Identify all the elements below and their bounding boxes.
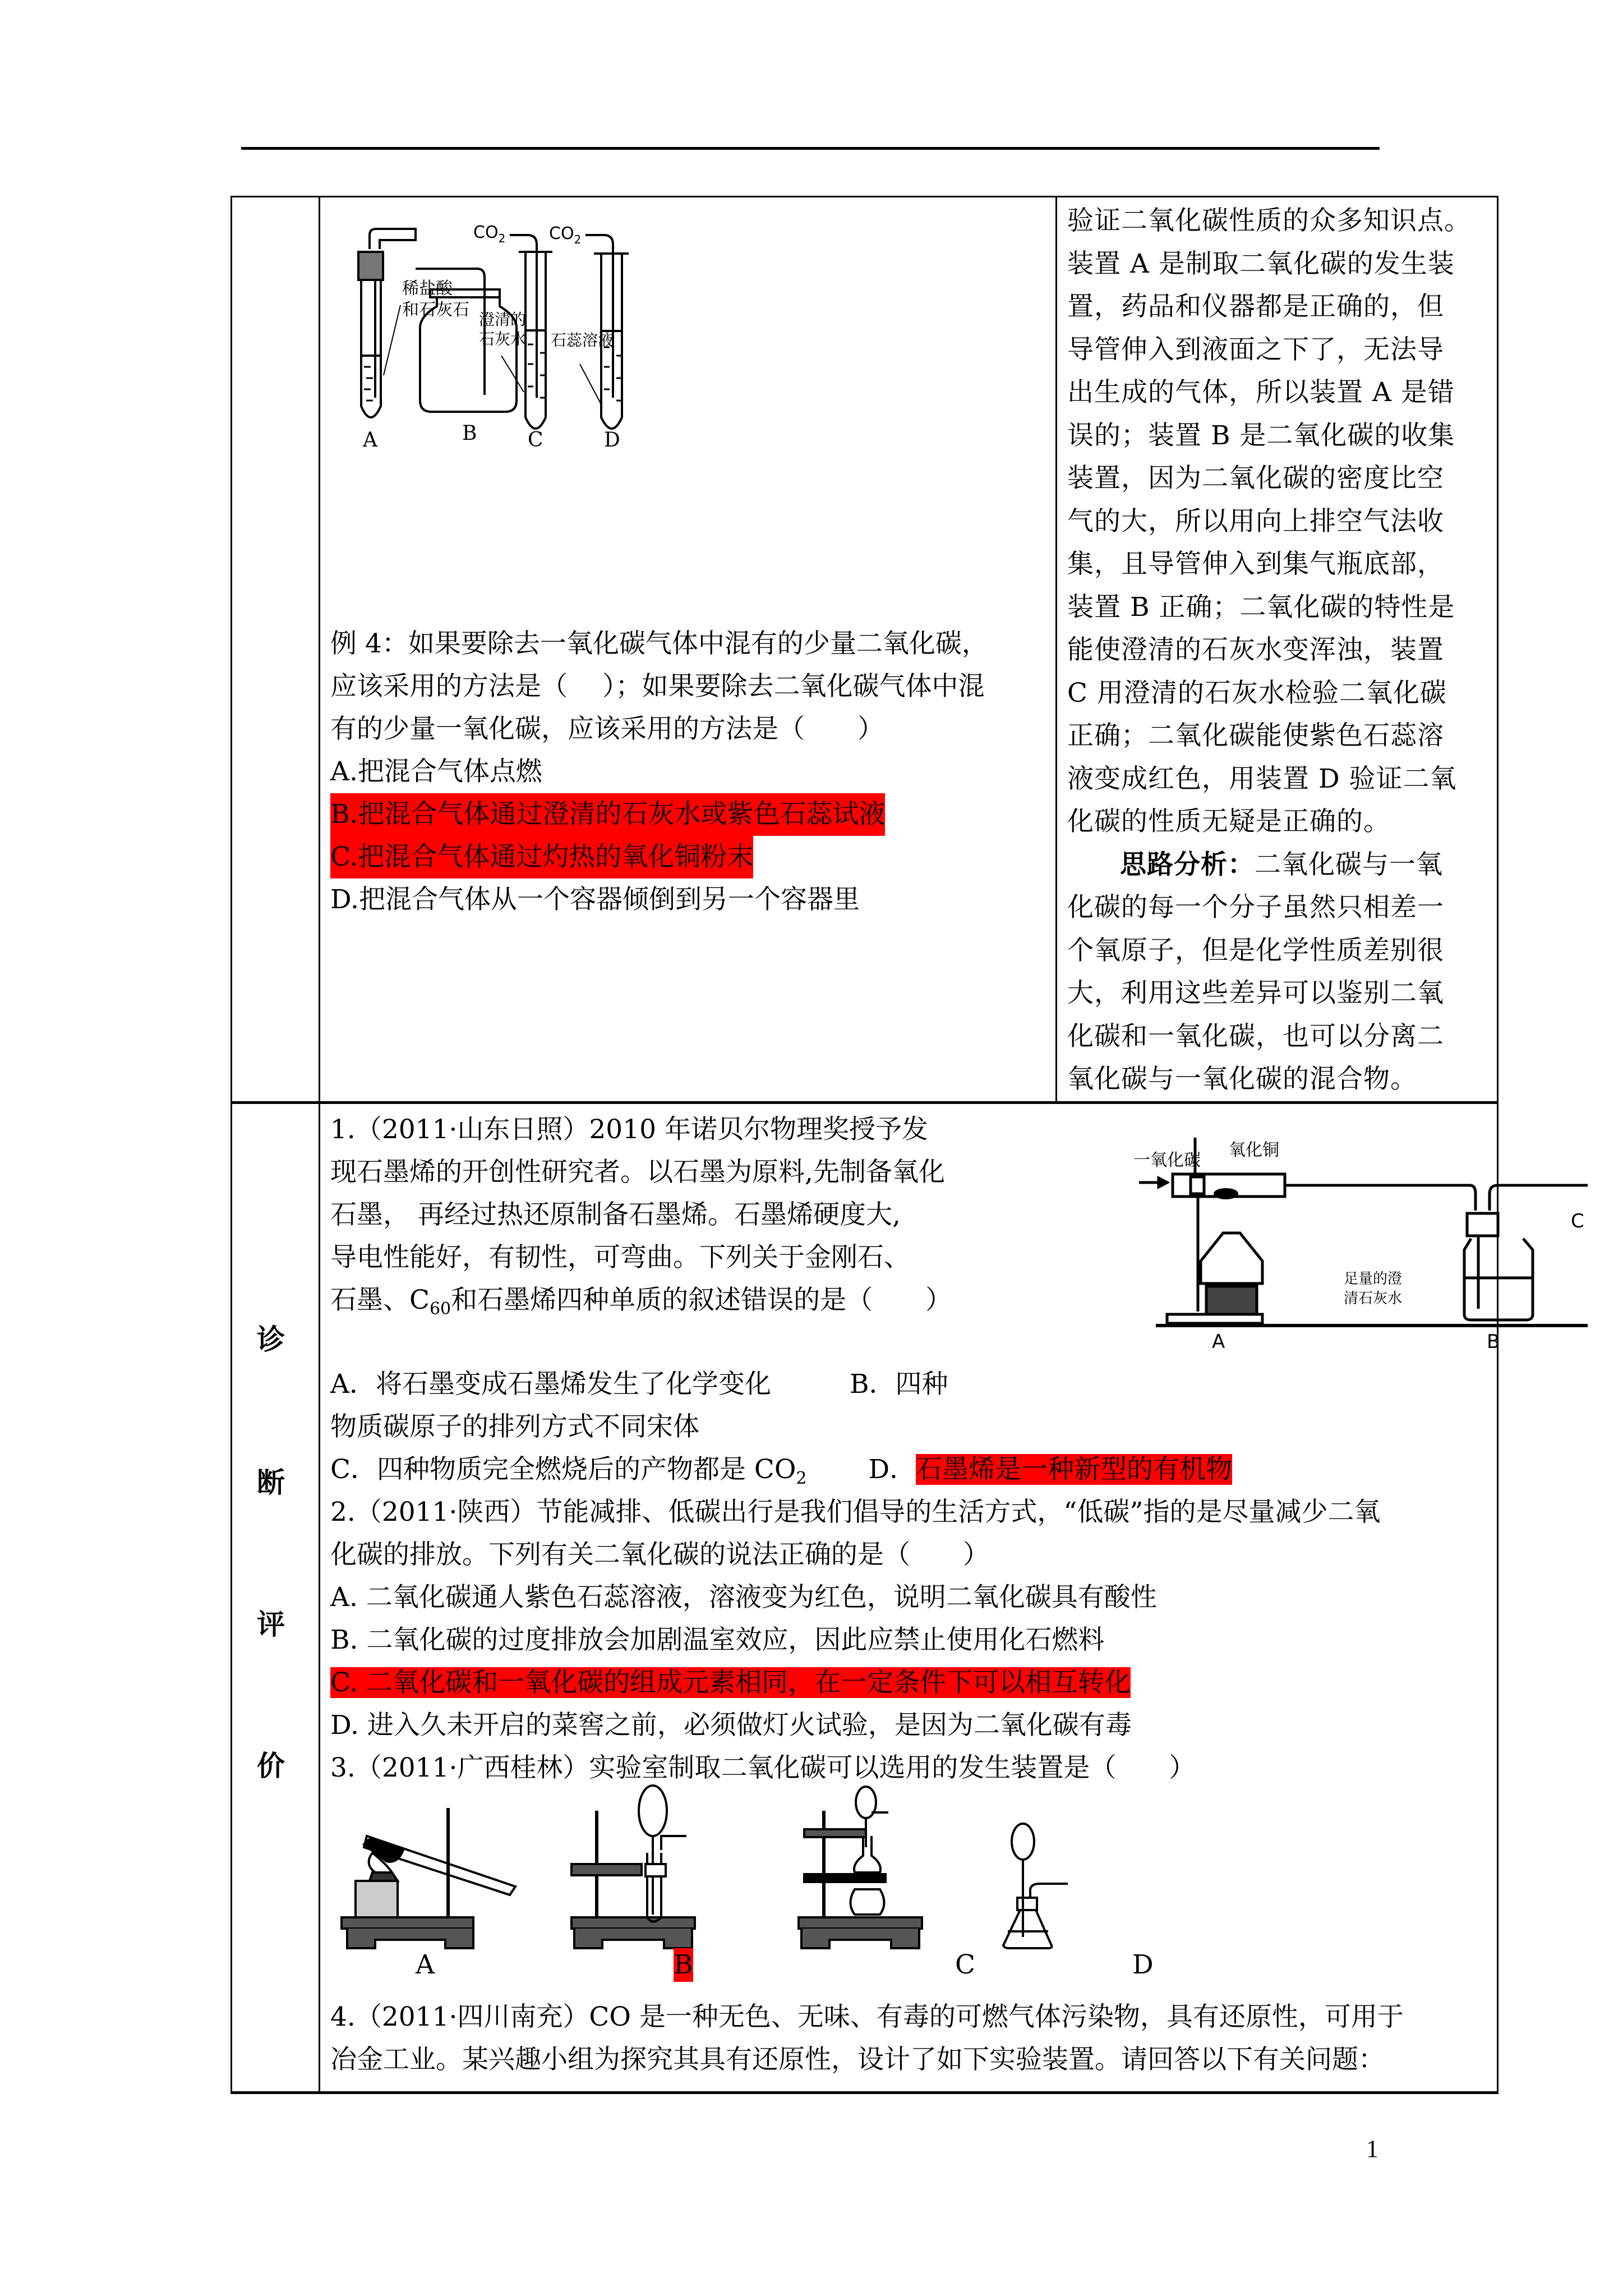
- question-4: [330, 1996, 1486, 2081]
- apparatus-label-c: C: [528, 429, 543, 452]
- example-stem-line: 例 4：如果要除去一氧化碳气体中混有的少量二氧化碳，: [330, 628, 988, 659]
- reagent-label: 氧化铜: [1229, 1140, 1279, 1160]
- q2-option-b: B. 二氧化碳的过度排放会加剧温室效应，因此应禁止使用化石燃料: [330, 1624, 1105, 1655]
- q3-option-labels: [320, 1948, 1218, 1993]
- stopper-icon: [358, 252, 383, 280]
- label-a-reagent-1: 稀盐酸: [402, 279, 453, 298]
- apparatus-label-a: A: [363, 429, 377, 452]
- q1-option-cd: C．四种物质完全燃烧后的产物都是 $CO_2$ D．石墨烯是一种新型的有机物: [330, 1453, 1233, 1488]
- label-c-reagent-1: 澄清的: [479, 310, 527, 329]
- copper-oxide-icon: [1214, 1188, 1238, 1199]
- q1-option-b-cont: 物质碳原子的排列方式不同宋体: [330, 1411, 699, 1442]
- inlet-label: 一氧化碳: [1133, 1150, 1201, 1170]
- thinking-line: 个氧原子，但是化学性质差别很: [1067, 935, 1444, 966]
- co2-inlet-label-d: $CO_2$: [549, 224, 582, 246]
- label-c-reagent-2: 石灰水: [479, 330, 527, 348]
- co2-inlet-label-c: $CO_2$: [473, 223, 506, 245]
- bottle-label-1: 足量的澄: [1344, 1270, 1403, 1287]
- analysis-line: 装置，因为二氧化碳的密度比空: [1067, 463, 1444, 494]
- analysis-cell: [1057, 197, 1498, 1103]
- apparatus-a: [342, 1808, 515, 1948]
- example-4: [330, 623, 1054, 921]
- analysis-line: 液变成红色，用装置 D 验证二氧: [1067, 763, 1457, 794]
- analysis-line: 集，且导管伸入到集气瓶底部，: [1067, 549, 1444, 579]
- label-d-reagent: 石蕊溶液: [551, 331, 614, 349]
- thinking-line: 化碳和一氧化碳，也可以分离二: [1067, 1020, 1444, 1052]
- analysis-line: 正确；二氧化碳能使紫色石蕊溶: [1067, 720, 1444, 751]
- diagram-label-a: A: [1212, 1330, 1225, 1353]
- answer-highlight: C. 二氧化碳和一氧化碳的组成元素相同，在一定条件下可以相互转化: [330, 1667, 1131, 1698]
- analysis-line: 出生成的气体，所以装置 A 是错: [1067, 377, 1455, 408]
- example-option-c: [330, 836, 1054, 878]
- q3-label-d: D: [1132, 1949, 1154, 1980]
- section-label-diagnosis: 诊 断 评 价: [232, 1102, 320, 2092]
- analysis-line: 气的大，所以用向上排空气法收: [1067, 505, 1444, 537]
- apparatus-a: [358, 229, 416, 417]
- q1-line: 现石墨烯的开创性研究者。以石墨为原料,先制备氧化: [330, 1156, 945, 1188]
- diagram-label-b: B: [1487, 1330, 1500, 1353]
- q1-line: 石墨， 再经过热还原制备石墨烯。石墨烯硬度大,: [330, 1199, 901, 1230]
- analysis-line: 化碳的性质无疑是正确的。: [1067, 806, 1390, 837]
- q3-label-b-highlight: B: [674, 1948, 693, 1982]
- label-a-reagent-2: 和石灰石: [402, 300, 469, 320]
- analysis-line: 装置 B 正确；二氧化碳的特性是: [1067, 591, 1455, 623]
- q1-line: 1.（2011·山东日照）2010 年诺贝尔物理奖授予发: [330, 1114, 928, 1145]
- analysis-line: 导管伸入到液面之下了，无法导: [1067, 334, 1444, 365]
- analysis-line: 置，药品和仪器都是正确的，但: [1067, 291, 1444, 322]
- header-rule: [241, 147, 1380, 150]
- analysis-line: 能使澄清的石灰水变浑浊，装置: [1067, 634, 1444, 665]
- q1-line: 石墨、$C_{60}$和石墨烯四种单质的叙述错误的是（ ）: [330, 1284, 952, 1319]
- thinking-analysis-heading: 思路分析：二氧化碳与一氧: [1120, 849, 1443, 880]
- diagnosis-cell: [320, 1102, 1584, 2092]
- lesson-table: [230, 196, 1584, 2094]
- example-stem-line: 应该采用的方法是（ ）；如果要除去二氧化碳气体中混: [330, 671, 985, 702]
- q2-option-a: A. 二氧化碳通人紫色石蕊溶液，溶液变为红色，说明二氧化碳具有酸性: [330, 1581, 1157, 1613]
- q3-label-c: C: [955, 1949, 975, 1980]
- answer-highlight: B.把混合气体通过澄清的石灰水或紫色石蕊试液: [330, 793, 885, 836]
- table-row-example: [232, 197, 1498, 1103]
- analysis-line: 误的；装置 B 是二氧化碳的收集: [1067, 420, 1455, 451]
- table-row-diagnosis: [232, 1102, 1498, 2092]
- question-1: [330, 1108, 992, 1322]
- side-cell-empty: [232, 197, 320, 1103]
- answer-highlight: C.把混合气体通过灼热的氧化铜粉末: [330, 836, 753, 878]
- analysis-line: C 用澄清的石灰水检验二氧化碳: [1067, 677, 1447, 708]
- q1-line: 导电性能好，有韧性，可弯曲。下列关于金刚石、: [330, 1241, 910, 1273]
- example-option-d: D.把混合气体从一个容器倾倒到另一个容器里: [330, 884, 860, 915]
- q2-line: 2.（2011·陕西）节能减排、低碳出行是我们倡导的生活方式，“低碳”指的是尽量减少二氧: [330, 1496, 1381, 1527]
- q4-line: 冶金工业。某兴趣小组为探究其具有还原性，设计了如下实验装置。请回答以下有关问题：: [330, 2044, 1385, 2075]
- apparatus-d: [1003, 1824, 1068, 1948]
- analysis-line: 装置 A 是制取二氧化碳的发生装: [1067, 248, 1455, 279]
- apparatus-b: [571, 1786, 695, 1948]
- bottle-label-2: 清石灰水: [1344, 1290, 1403, 1307]
- apparatus-label-d: D: [604, 429, 620, 452]
- analysis-line: 验证二氧化碳性质的众多知识点。: [1067, 205, 1471, 236]
- diagram-label-c: C: [1571, 1209, 1584, 1232]
- questions-continued: [330, 1363, 1486, 1789]
- thinking-line: 大，利用这些差异可以鉴别二氧: [1067, 978, 1444, 1009]
- q2-line: 化碳的排放。下列有关二氧化碳的说法正确的是（ ）: [330, 1539, 989, 1570]
- q3-stem: 3.（2011·广西桂林）实验室制取二氧化碳可以选用的发生装置是（ ）: [330, 1752, 1196, 1783]
- q4-line: 4.（2011·四川南充）CO 是一种无色、无味、有毒的可燃气体污染物，具有还原性，可用于: [330, 2001, 1404, 2032]
- q2-option-c: [330, 1662, 1486, 1704]
- q3-label-a: A: [416, 1949, 435, 1980]
- thinking-line: 氧化碳与一氧化碳的混合物。: [1067, 1064, 1417, 1094]
- page-number: 1: [1366, 2135, 1378, 2162]
- example-option-b: [330, 793, 1054, 836]
- example-option-a: A.把混合气体点燃: [330, 756, 542, 787]
- apparatus-label-b: B: [462, 422, 477, 445]
- q2-option-d: D. 进入久未开启的菜窖之前，必须做灯火试验，是因为二氧化碳有毒: [330, 1709, 1132, 1741]
- co2-apparatus-diagram: [330, 204, 835, 451]
- co-reduction-apparatus-diagram: [1128, 1121, 1604, 1353]
- example-stem-line: 有的少量一氧化碳，应该采用的方法是（ ）: [330, 714, 884, 744]
- gas-generation-apparatus-diagram: [325, 1780, 1177, 1959]
- q1-option-ab: A．将石墨变成石墨烯发生了化学变化 B．四种: [330, 1368, 948, 1400]
- example-cell: [320, 197, 1057, 1103]
- apparatus-c: [799, 1787, 922, 1948]
- thinking-line: 化碳的每一个分子虽然只相差一: [1067, 892, 1444, 923]
- thinking-label: 思路分析：: [1120, 849, 1255, 880]
- answer-highlight: 石墨烯是一种新型的有机物: [916, 1453, 1233, 1485]
